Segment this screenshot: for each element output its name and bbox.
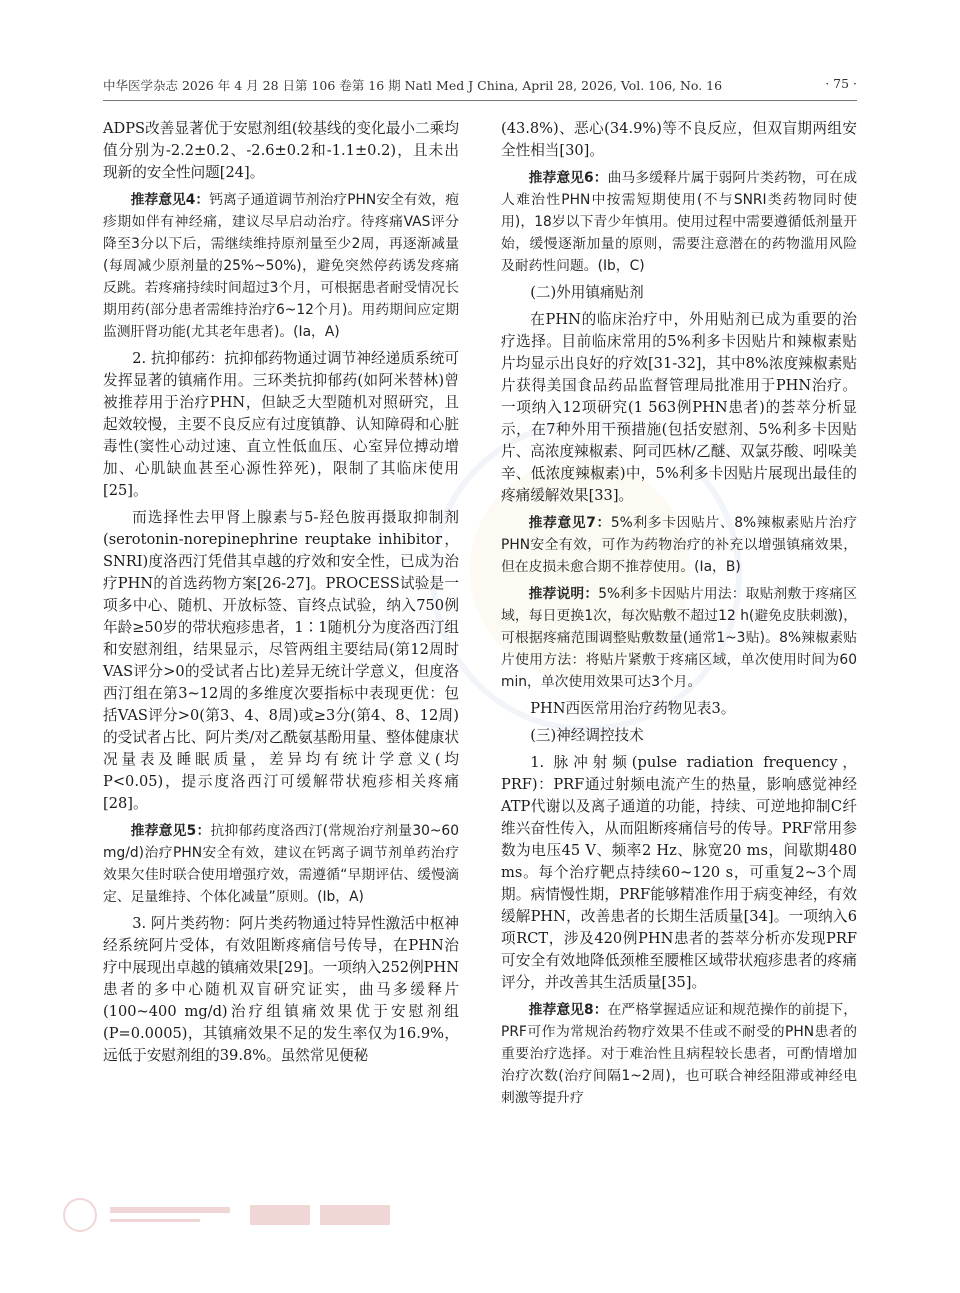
journal-citation: 中华医学杂志 2026 年 4 月 28 日第 106 卷第 16 期 Natl Med J China, April 28, 2026, Vol. 106, No. 16: [103, 78, 723, 93]
recommendation-label: 推荐意见7：: [528, 515, 611, 531]
recommendation-label: 推荐意见6：: [528, 170, 608, 186]
recommendation-label: 推荐意见4：: [130, 192, 210, 208]
body-paragraph: 3. 阿片类药物：阿片类药物通过特异性激活中枢神经系统阿片受体，有效阻断疼痛信号传导，在PHN治疗中展现出卓越的镇痛效果[29]。一项纳入252例PHN患者的多中心随机双盲研究证实，曲马多缓释片(100~400 mg/d)治疗组镇痛效果优于安慰剂组(P=0.0005)，其镇痛效果不足的发生率仅为16.9%，远低于安慰剂组的39.8%。虽然常见便秘: [103, 915, 459, 1064]
page-number: · 75 ·: [825, 76, 857, 91]
recommendation-label: 推荐意见5：: [130, 823, 211, 839]
right-column: [501, 118, 857, 1109]
publisher-logo: [60, 1195, 400, 1235]
recommendation-label: 推荐意见8：: [528, 1002, 608, 1018]
recommendation-paragraph: [103, 820, 459, 908]
recommendation-text: 在严格掌握适应证和规范操作的前提下，PRF可作为常规治药物疗效果不佳或不耐受的PHN患者的重要治疗选择。对于难治性且病程较长患者，可酌情增加治疗次数(治疗间隔1~2周)，也可联合神经阻滞或神经电刺激等提升疗: [501, 1002, 857, 1106]
body-paragraph: PHN西医常用治疗药物见表3。: [530, 700, 736, 717]
body-paragraph: 在PHN的临床治疗中，外用贴剂已成为重要的治疗选择。目前临床常用的5%利多卡因贴片和辣椒素贴片均显示出良好的疗效[31-32]，其中8%浓度辣椒素贴片获得美国食品药品监督管理局批准用于PHN治疗。一项纳入12项研究(1 563例PHN患者)的荟萃分析显示，在7种外用干预措施(包括安慰剂、5%利多卡因贴片、高浓度辣椒素、阿司匹林/乙醚、双氯芬酸、吲哚美辛、低浓度辣椒素)中，5%利多卡因贴片展现出最佳的疼痛缓解效果[33]。: [501, 311, 857, 504]
recommendation-paragraph: [501, 512, 857, 578]
recommendation-text: 钙离子通道调节剂治疗PHN安全有效，疱疹期如伴有神经痛，建议尽早启动治疗。待疼痛VAS评分降至3分以下后，需继续维持原剂量至少2周，再逐渐减量(每周减少原剂量的25%~50%)，避免突然停药诱发疼痛反跳。若疼痛持续时间超过3个月，可根据患者耐受情况长期用药(部分患者需维持治疗6~12个月)。用药期间应定期监测肝肾功能(尤其老年患者)。(Ⅰa，A): [103, 192, 460, 340]
body-paragraph: (三)神经调控技术: [530, 727, 644, 744]
body-paragraph: 2. 抗抑郁药：抗抑郁药物通过调节神经递质系统可发挥显著的镇痛作用。三环类抗抑郁药(如阿米替林)曾被推荐用于治疗PHN，但缺乏大型随机对照研究，且起效较慢，主要不良反应有过度镇静、认知障碍和心脏毒性(窦性心动过速、直立性低血压、心室异位搏动增加、心肌缺血甚至心源性猝死)，限制了其临床使用[25]。: [103, 350, 459, 499]
header-rule: [103, 100, 857, 101]
body-paragraph: 而选择性去甲肾上腺素与5-羟色胺再摄取抑制剂(serotonin-norepinephrine reuptake inhibitor，SNRI)度洛西汀凭借其卓越的疗效和安全性，已成为治疗PHN的首选药物方案[26-27]。PROCESS试验是一项多中心、随机、开放标签、盲终点试验，纳入750例年龄≥50岁的带状疱疹患者，1∶1随机分为度洛西汀组和安慰剂组，结果显示，尽管两组主要结局(第12周时VAS评分>0的受试者占比)差异无统计学意义，但度洛西汀组在第3~12周的多维度次要指标中表现更优：包括VAS评分>0(第3、4、8周)或≥3分(第4、8、12周)的受试者占比、阿片类/对乙酰氨基酚用量、整体健康状况量表及睡眠质量，差异均有统计学意义(均P<0.05)，提示度洛西汀可缓解带状疱疹相关疼痛[28]。: [103, 509, 459, 812]
recommendation-paragraph: [501, 583, 857, 693]
recommendation-text: 5%利多卡因贴片、8%辣椒素贴片治疗PHN安全有效，可作为药物治疗的补充以增强镇痛效果，但在皮损未愈合期不推荐使用。(Ⅰa，B): [501, 515, 857, 575]
recommendation-paragraph: [501, 999, 857, 1109]
body-paragraph: ADPS改善显著优于安慰剂组(较基线的变化最小二乘均值分别为-2.2±0.2、-2.6±0.2和-1.1±0.2)，且未出现新的安全性问题[24]。: [103, 120, 459, 181]
recommendation-text: 5%利多卡因贴片用法：取贴剂敷于疼痛区域，每日更换1次，每次贴敷不超过12 h(避免皮肤刺激)，可根据疼痛范围调整贴敷数量(通常1~3贴)。8%辣椒素贴片使用方法：将贴片紧敷于疼痛区域，单次使用时间为60 min，单次使用效果可达3个月。: [501, 586, 858, 690]
body-paragraph: (二)外用镇痛贴剂: [530, 284, 644, 301]
body-paragraph: 1. 脉冲射频(pulse radiation frequency，PRF)：PRF通过射频电流产生的热量，影响感觉神经ATP代谢以及离子通道的功能，持续、可逆地抑制C纤维兴奋性传入，从而阻断疼痛信号的传导。PRF常用参数为电压45 V、频率2 Hz、脉宽20 ms，间歇期480 ms。每个治疗靶点持续60~120 s，可重复2~3个周期。病情慢性期，PRF能够精准作用于病变神经，有效缓解PHN，改善患者的长期生活质量[34]。一项纳入6项RCT，涉及420例PHN患者的荟萃分析亦发现PRF可安全有效地降低颈椎至腰椎区域带状疱疹患者的疼痛评分，并改善其生活质量[35]。: [501, 754, 857, 991]
recommendation-paragraph: [103, 189, 459, 343]
left-column: [103, 118, 459, 1067]
recommendation-text: 抗抑郁药度洛西汀(常规治疗剂量30~60 mg/d)治疗PHN安全有效，建议在钙离子调节剂单药治疗效果欠佳时联合使用增强疗效，需遵循“早期评估、缓慢滴定、足量维持、个体化减量”原则。(Ⅰb，A): [103, 823, 459, 905]
recommendation-label: 推荐说明：: [528, 586, 599, 602]
recommendation-paragraph: [501, 167, 857, 277]
recommendation-text: 曲马多缓释片属于弱阿片类药物，可在成人难治性PHN中按需短期使用(不与SNRI类药物同时使用)，18岁以下青少年慎用。使用过程中需要遵循低剂量开始，缓慢逐渐加量的原则，需要注意潜在的药物滥用风险及耐药性问题。(Ⅰb，C): [501, 170, 857, 274]
running-header: [103, 76, 857, 98]
body-paragraph: (43.8%)、恶心(34.9%)等不良反应，但双盲期两组安全性相当[30]。: [501, 120, 857, 159]
